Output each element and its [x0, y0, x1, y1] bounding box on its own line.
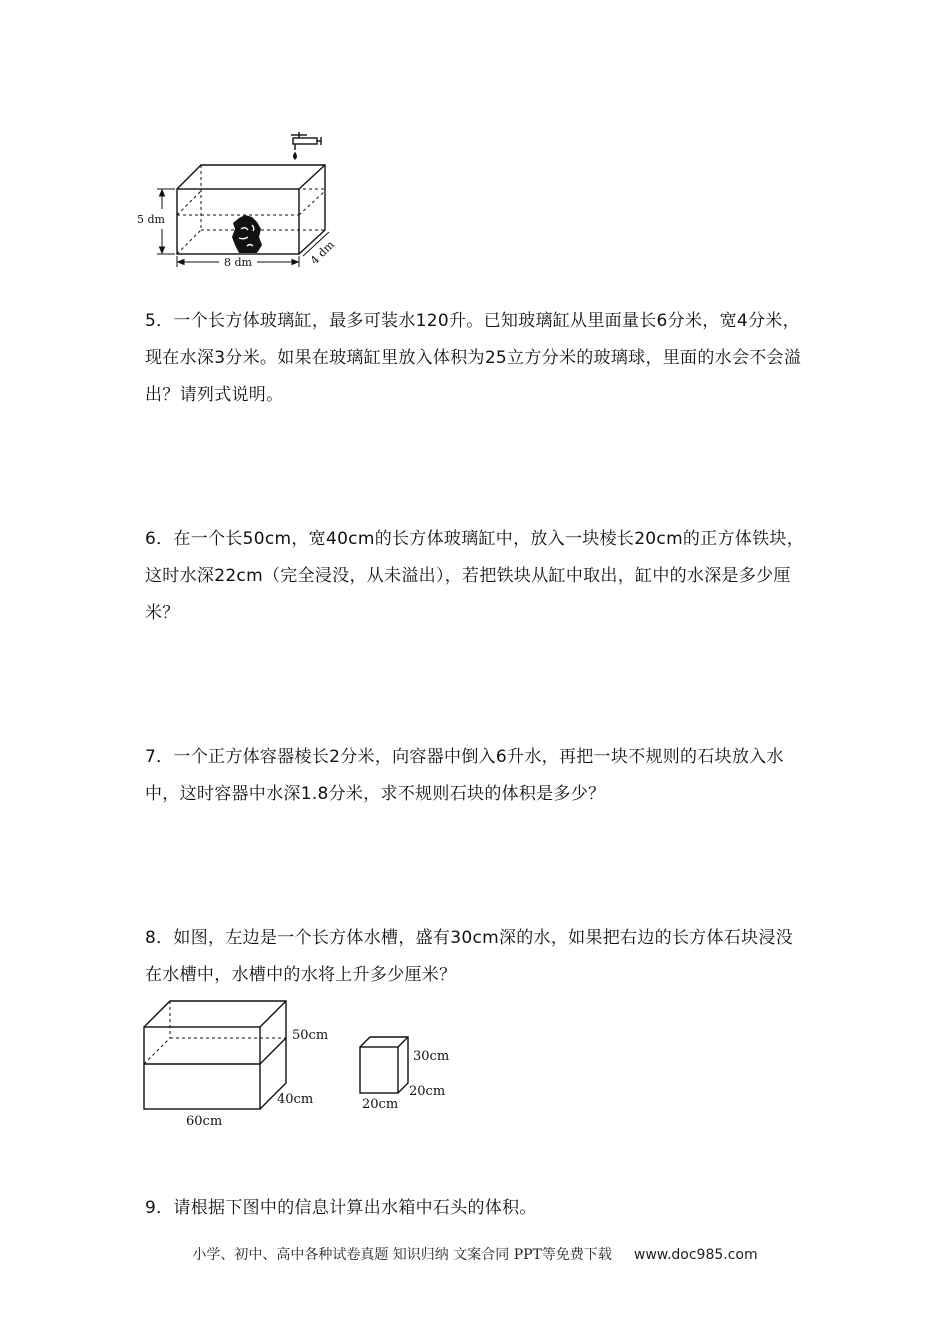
- stone-block: [360, 1037, 408, 1093]
- width-label: 4 dm: [307, 238, 337, 268]
- footer-site-link[interactable]: www.doc985.com: [633, 1247, 758, 1263]
- question-7: 7．一个正方体容器棱长2分米，向容器中倒入6升水，再把一块不规则的石块放入水中，这时容器中水深1.8分米，求不规则石块的体积是多少？: [145, 747, 784, 804]
- rock-icon: [232, 215, 262, 253]
- stone-height-label: 30cm: [413, 1049, 450, 1064]
- height-label: 5 dm: [137, 213, 165, 226]
- question-6: 6．在一个长50cm，宽40cm的长方体玻璃缸中，放入一块棱长20cm的正方体铁块，这时水深22cm（完全浸没，从未溢出），若把铁块从缸中取出，缸中的水深是多少厘米？: [145, 529, 805, 623]
- tank-figure-1: [135, 125, 350, 275]
- faucet-icon: [291, 132, 321, 159]
- length-label: 8 dm: [224, 256, 252, 269]
- footer-text: 小学、初中、高中各种试卷真题 知识归纳 文案合同 PPT等免费下载: [192, 1247, 612, 1263]
- stone-width-label: 20cm: [409, 1084, 446, 1099]
- trough-width-label: 40cm: [277, 1092, 314, 1107]
- water-trough: [144, 1001, 286, 1109]
- question-9: 9．请根据下图中的信息计算出水箱中石头的体积。: [145, 1198, 537, 1218]
- question-5: 5．一个长方体玻璃缸，最多可装水120升。已知玻璃缸从里面量长6分米，宽4分米，现在水深3分米。如果在玻璃缸里放入体积为25立方分米的玻璃球，里面的水会不会溢出？请列式说明。: [145, 311, 802, 405]
- stone-length-label: 20cm: [362, 1097, 399, 1112]
- tank-figure-2: [140, 995, 470, 1135]
- question-8: 8．如图，左边是一个长方体水槽，盛有30cm深的水，如果把右边的长方体石块浸没在水槽中，水槽中的水将上升多少厘米？: [145, 928, 794, 985]
- page-footer: [0, 1244, 950, 1264]
- trough-length-label: 60cm: [186, 1114, 223, 1129]
- trough-height-label: 50cm: [292, 1028, 329, 1043]
